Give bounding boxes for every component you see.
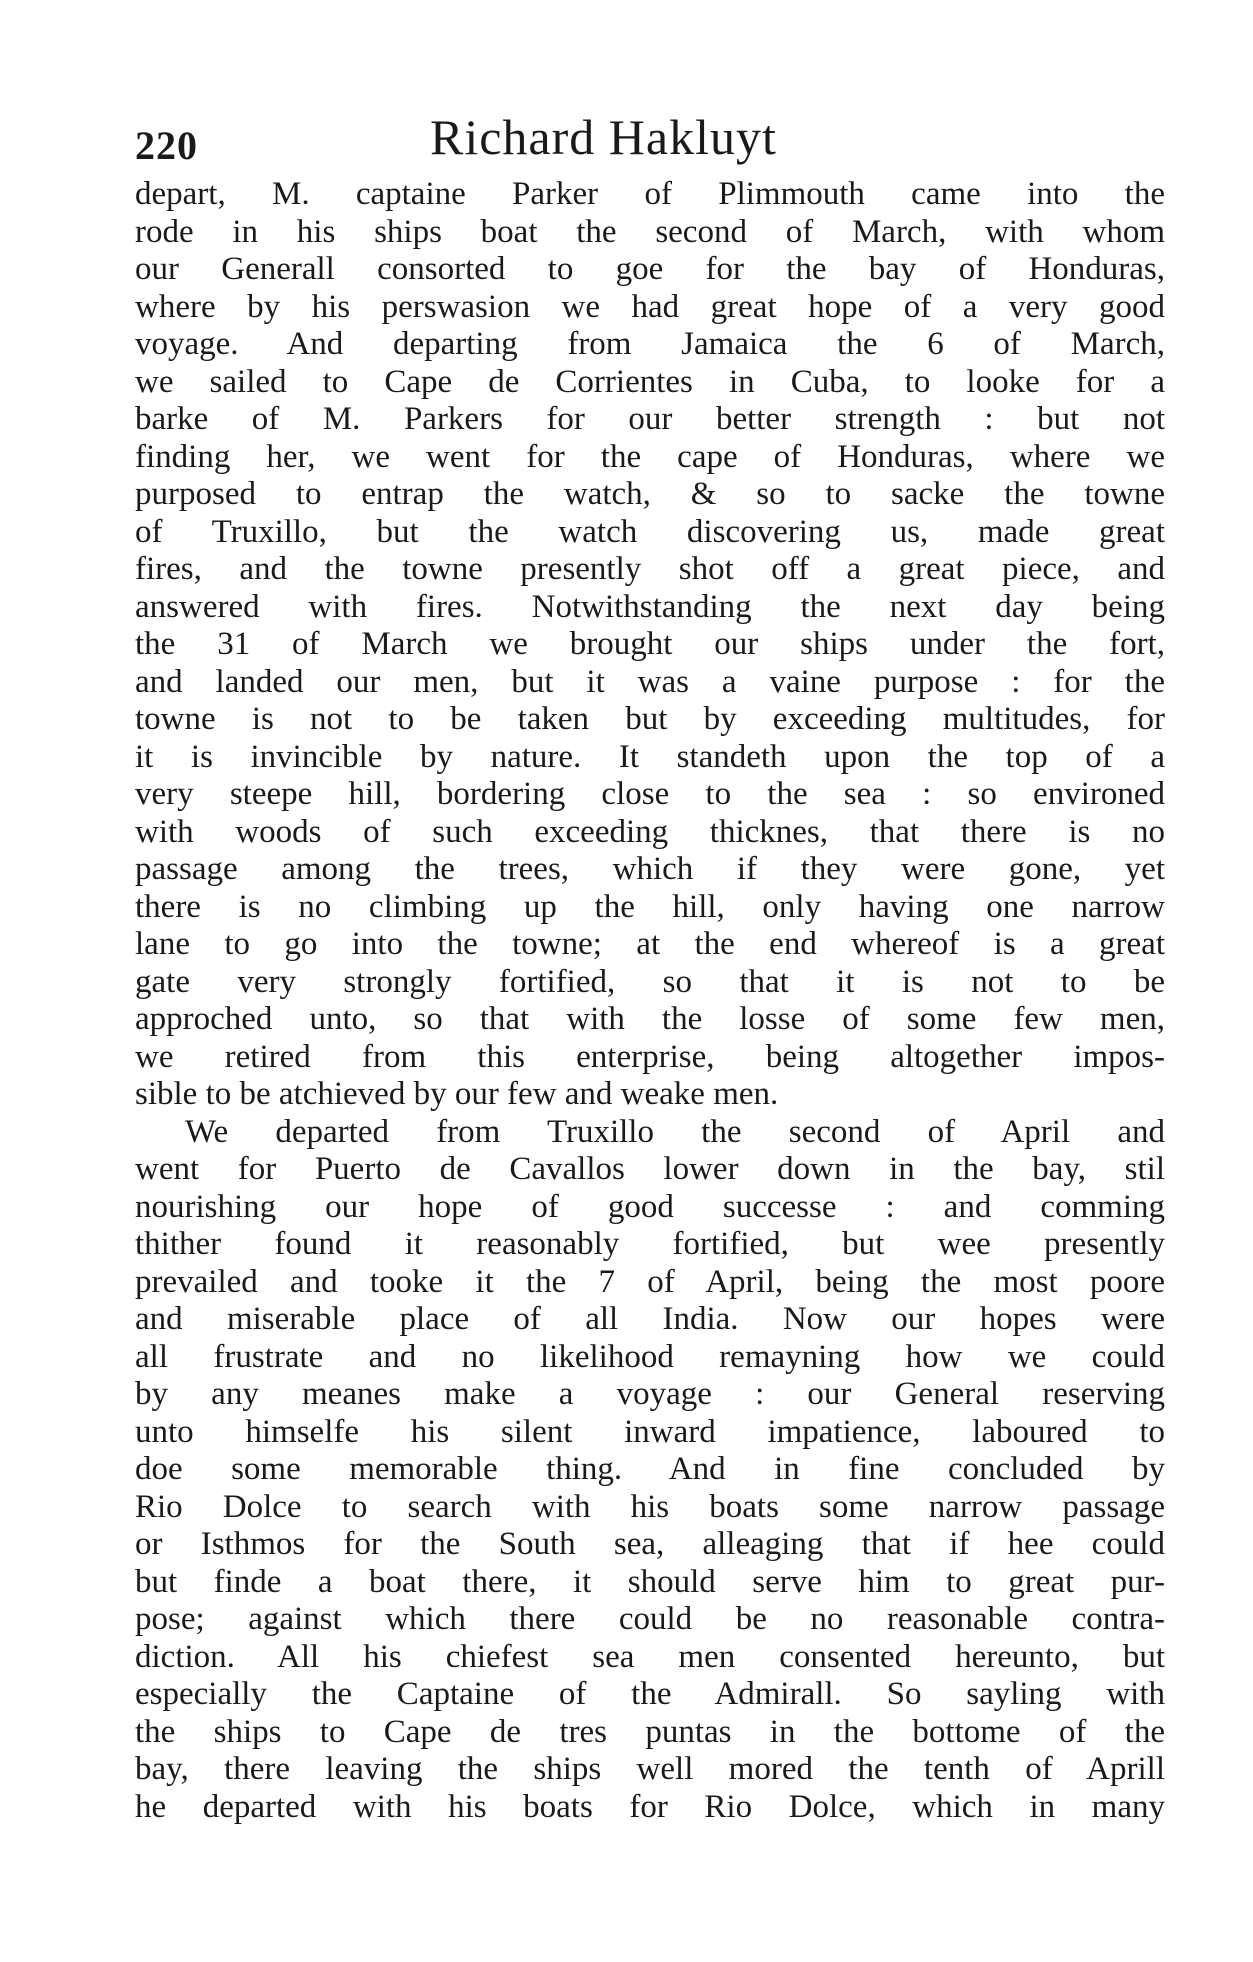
text-line: where by his perswasion we had great hope of a very good	[135, 288, 1165, 325]
text-line: our Generall consorted to goe for the bay of Honduras,	[135, 251, 1165, 287]
text-line: we retired from this enterprise, being altogether impos-	[135, 1038, 1165, 1075]
text-line: rode in his ships boat the second of March, with whom	[135, 213, 1165, 250]
text-line: he departed with his boats for Rio Dolce, which in many	[135, 1788, 1165, 1825]
text-line: finding her, we went for the cape of Honduras, where we	[135, 438, 1165, 475]
text-line: diction. All his chiefest sea men consented hereunto, but	[135, 1638, 1165, 1675]
text-line: passage among the trees, which if they were gone, yet	[135, 851, 1165, 887]
text-line: went for Puerto de Cavallos lower down in the bay, stil	[135, 1151, 1165, 1187]
text-line: especially the Captaine of the Admirall. So sayling with	[135, 1676, 1165, 1712]
text-line: unto himselfe his silent inward impatience, laboured to	[135, 1413, 1165, 1450]
text-line: thither found it reasonably fortified, but wee presently	[135, 1226, 1165, 1262]
text-line: sible to be atchieved by our few and weake men.	[135, 1076, 779, 1112]
text-line: all frustrate and no likelihood remayning how we could	[135, 1338, 1165, 1375]
text-line: there is no climbing up the hill, only having one narrow	[135, 888, 1165, 925]
text-line: We departed from Truxillo the second of April and	[185, 1113, 1165, 1150]
text-line: with woods of such exceeding thicknes, that there is no	[135, 813, 1165, 850]
text-line: and miserable place of all India. Now our hopes were	[135, 1301, 1165, 1337]
text-line: by any meanes make a voyage : our General reserving	[135, 1376, 1165, 1412]
body-text	[135, 176, 1165, 1826]
text-line: barke of M. Parkers for our better strength : but not	[135, 401, 1165, 437]
text-line: lane to go into the towne; at the end whereof is a great	[135, 926, 1165, 962]
text-line: depart, M. captaine Parker of Plimmouth came into the	[135, 176, 1165, 212]
text-line: of Truxillo, but the watch discovering us, made great	[135, 513, 1165, 550]
text-line: voyage. And departing from Jamaica the 6 of March,	[135, 326, 1165, 362]
text-line: doe some memorable thing. And in fine concluded by	[135, 1451, 1165, 1487]
text-line: it is invincible by nature. It standeth upon the top of a	[135, 738, 1165, 775]
text-line: approched unto, so that with the losse of some few men,	[135, 1001, 1165, 1037]
text-line: gate very strongly fortified, so that it is not to be	[135, 963, 1165, 1000]
text-line: answered with fires. Notwithstanding the next day being	[135, 588, 1165, 625]
text-line: the 31 of March we brought our ships under the fort,	[135, 626, 1165, 662]
text-line: purposed to entrap the watch, & so to sacke the towne	[135, 476, 1165, 512]
page-number: 220	[135, 123, 198, 168]
text-line: towne is not to be taken but by exceeding multitudes, for	[135, 701, 1165, 737]
running-title: Richard Hakluyt	[430, 109, 777, 165]
text-line: pose; against which there could be no reasonable contra-	[135, 1601, 1165, 1637]
text-line: fires, and the towne presently shot off a great piece, and	[135, 551, 1165, 587]
text-line: prevailed and tooke it the 7 of April, being the most poore	[135, 1263, 1165, 1300]
text-line: or Isthmos for the South sea, alleaging that if hee could	[135, 1526, 1165, 1562]
text-line: we sailed to Cape de Corrientes in Cuba, to looke for a	[135, 363, 1165, 400]
text-line: but finde a boat there, it should serve him to great pur-	[135, 1563, 1165, 1600]
text-line: nourishing our hope of good successe : and comming	[135, 1188, 1165, 1225]
text-line: the ships to Cape de tres puntas in the bottome of the	[135, 1713, 1165, 1750]
text-line: very steepe hill, bordering close to the sea : so environed	[135, 776, 1165, 812]
text-line: bay, there leaving the ships well mored the tenth of Aprill	[135, 1751, 1165, 1787]
text-line: and landed our men, but it was a vaine purpose : for the	[135, 663, 1165, 700]
page-header	[135, 108, 1165, 170]
text-line: Rio Dolce to search with his boats some narrow passage	[135, 1488, 1165, 1525]
